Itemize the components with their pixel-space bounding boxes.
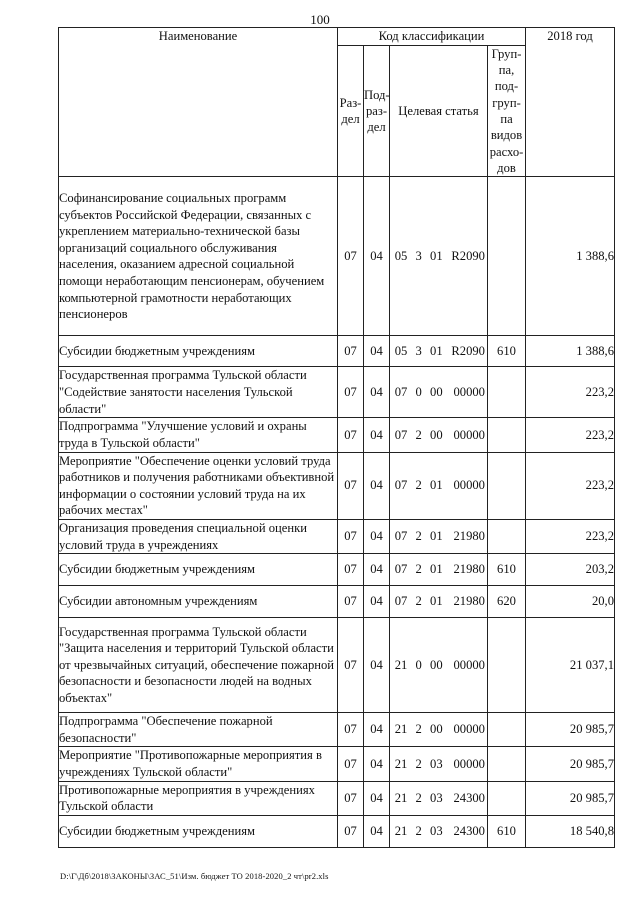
- row-group: [488, 781, 526, 815]
- row-amount: 20,0: [526, 586, 615, 618]
- row-name: Государственная программа Тульской области "Защита населения и территорий Тульской области от чрезвычайных ситуаций, обеспечение пожарной безопасности и безопасности людей на водных объектах": [59, 618, 338, 713]
- footer-file-path: D:\Г\Дб\2018\ЗАКОНЫ\ЗАС_51\Изм. бюджет ТО 2018-2020_2 чт\pr2.xls: [60, 871, 329, 881]
- target-direction: 00000: [453, 756, 485, 771]
- target-subprogram: 2: [415, 722, 422, 737]
- row-podrazdel: 04: [364, 367, 390, 418]
- table-row: [59, 781, 615, 815]
- row-amount: 21 037,1: [526, 618, 615, 713]
- row-group: [488, 418, 526, 452]
- target-event: 01: [430, 249, 443, 264]
- row-amount: 223,2: [526, 452, 615, 519]
- table-row: [59, 177, 615, 336]
- target-direction: 00000: [453, 427, 485, 442]
- row-group: 620: [488, 586, 526, 618]
- target-event: 03: [430, 756, 443, 771]
- row-target: [390, 367, 488, 418]
- row-amount: 223,2: [526, 367, 615, 418]
- target-program: 07: [394, 385, 408, 400]
- table-row: [59, 618, 615, 713]
- target-program: 21: [394, 722, 408, 737]
- row-podrazdel: 04: [364, 452, 390, 519]
- table-row: [59, 519, 615, 553]
- row-razdel: 07: [338, 618, 364, 713]
- row-name: Субсидии бюджетным учреждениям: [59, 336, 338, 367]
- target-event: 01: [430, 344, 443, 359]
- row-amount: 1 388,6: [526, 177, 615, 336]
- header-target: Целевая статья: [390, 45, 488, 177]
- target-direction: 24300: [453, 790, 485, 805]
- target-event: 01: [430, 594, 443, 609]
- header-group: Груп- па, под- груп- па видов расхо- дов: [488, 45, 526, 177]
- target-subprogram: 3: [415, 249, 422, 264]
- target-direction: 00000: [453, 722, 485, 737]
- row-razdel: 07: [338, 747, 364, 781]
- row-name: Мероприятие "Противопожарные мероприятия в учреждениях Тульской области": [59, 747, 338, 781]
- target-program: 05: [394, 344, 408, 359]
- row-podrazdel: 04: [364, 815, 390, 847]
- row-group: [488, 747, 526, 781]
- target-event: 00: [430, 427, 443, 442]
- target-subprogram: 2: [415, 756, 422, 771]
- target-event: 03: [430, 824, 443, 839]
- row-amount: 1 388,6: [526, 336, 615, 367]
- target-subprogram: 0: [415, 657, 422, 672]
- row-razdel: 07: [338, 452, 364, 519]
- header-razdel: Раз- дел: [338, 45, 364, 177]
- row-amount: 223,2: [526, 418, 615, 452]
- target-subprogram: 2: [415, 427, 422, 442]
- row-razdel: 07: [338, 367, 364, 418]
- table-row: [59, 713, 615, 747]
- target-event: 01: [430, 562, 443, 577]
- target-program: 07: [394, 427, 408, 442]
- target-program: 05: [394, 249, 408, 264]
- row-podrazdel: 04: [364, 586, 390, 618]
- header-name: Наименование: [59, 28, 338, 177]
- target-direction: 21980: [453, 529, 485, 544]
- row-podrazdel: 04: [364, 177, 390, 336]
- target-event: 00: [430, 722, 443, 737]
- row-podrazdel: 04: [364, 781, 390, 815]
- header-year: 2018 год: [526, 28, 615, 177]
- target-direction: 24300: [453, 824, 485, 839]
- target-event: 01: [430, 478, 443, 493]
- row-razdel: 07: [338, 519, 364, 553]
- target-event: 01: [430, 529, 443, 544]
- row-target: [390, 452, 488, 519]
- table-row: [59, 815, 615, 847]
- target-subprogram: 3: [415, 344, 422, 359]
- page-number: 100: [310, 12, 330, 27]
- row-razdel: 07: [338, 781, 364, 815]
- row-razdel: 07: [338, 336, 364, 367]
- row-name: Организация проведения специальной оценки условий труда в учреждениях: [59, 519, 338, 553]
- row-name: Подпрограмма "Улучшение условий и охраны труда в Тульской области": [59, 418, 338, 452]
- header-row-top: [59, 28, 615, 46]
- target-program: 21: [394, 790, 408, 805]
- target-program: 21: [394, 657, 408, 672]
- header-podrazdel: Под- раз- дел: [364, 45, 390, 177]
- row-razdel: 07: [338, 554, 364, 586]
- row-name: Софинансирование социальных программ субъектов Российской Федерации, связанных с укреплением материально-технической базы организаций социального обслуживания населения, оказанием адресной социальной помощи неработающим пенсионерам, обучением компьютерной грамотности неработающих пенсионеров: [59, 177, 338, 336]
- target-event: 03: [430, 790, 443, 805]
- row-podrazdel: 04: [364, 713, 390, 747]
- row-target: [390, 815, 488, 847]
- row-amount: 18 540,8: [526, 815, 615, 847]
- target-event: 00: [430, 385, 443, 400]
- row-podrazdel: 04: [364, 747, 390, 781]
- row-razdel: 07: [338, 586, 364, 618]
- target-direction: 00000: [453, 385, 485, 400]
- row-group: [488, 618, 526, 713]
- row-group: [488, 713, 526, 747]
- row-target: [390, 418, 488, 452]
- target-program: 21: [394, 824, 408, 839]
- row-name: Государственная программа Тульской области "Содействие занятости населения Тульской области": [59, 367, 338, 418]
- table-row: [59, 367, 615, 418]
- target-subprogram: 2: [415, 562, 422, 577]
- row-group: [488, 367, 526, 418]
- target-program: 07: [394, 478, 408, 493]
- row-amount: 203,2: [526, 554, 615, 586]
- target-program: 07: [394, 562, 408, 577]
- target-subprogram: 2: [415, 790, 422, 805]
- row-name: Субсидии бюджетным учреждениям: [59, 554, 338, 586]
- header-code-group: Код классификации: [338, 28, 526, 46]
- target-subprogram: 2: [415, 594, 422, 609]
- row-amount: 20 985,7: [526, 781, 615, 815]
- row-target: [390, 747, 488, 781]
- row-target: [390, 336, 488, 367]
- row-name: Подпрограмма "Обеспечение пожарной безопасности": [59, 713, 338, 747]
- row-amount: 20 985,7: [526, 713, 615, 747]
- row-name: Субсидии бюджетным учреждениям: [59, 815, 338, 847]
- row-target: [390, 586, 488, 618]
- row-podrazdel: 04: [364, 418, 390, 452]
- target-direction: 00000: [453, 478, 485, 493]
- row-group: [488, 452, 526, 519]
- row-amount: 223,2: [526, 519, 615, 553]
- target-subprogram: 2: [415, 529, 422, 544]
- row-podrazdel: 04: [364, 554, 390, 586]
- target-direction: 21980: [453, 562, 485, 577]
- target-direction: 00000: [453, 657, 485, 672]
- row-razdel: 07: [338, 177, 364, 336]
- row-razdel: 07: [338, 815, 364, 847]
- row-group: 610: [488, 815, 526, 847]
- row-target: [390, 177, 488, 336]
- target-program: 21: [394, 756, 408, 771]
- target-subprogram: 0: [415, 385, 422, 400]
- row-group: 610: [488, 336, 526, 367]
- row-podrazdel: 04: [364, 336, 390, 367]
- target-subprogram: 2: [415, 824, 422, 839]
- row-group: [488, 177, 526, 336]
- table-row: [59, 418, 615, 452]
- row-razdel: 07: [338, 713, 364, 747]
- table-row: [59, 747, 615, 781]
- target-direction: R2090: [451, 344, 485, 359]
- table-row: [59, 336, 615, 367]
- row-target: [390, 713, 488, 747]
- table-row: [59, 586, 615, 618]
- target-program: 07: [394, 529, 408, 544]
- row-amount: 20 985,7: [526, 747, 615, 781]
- row-name: Противопожарные мероприятия в учреждениях Тульской области: [59, 781, 338, 815]
- row-podrazdel: 04: [364, 618, 390, 713]
- target-program: 07: [394, 594, 408, 609]
- row-target: [390, 519, 488, 553]
- row-target: [390, 781, 488, 815]
- row-group: 610: [488, 554, 526, 586]
- row-name: Мероприятие "Обеспечение оценки условий труда работников и получения работниками объективной информации о состоянии условий труда на их рабочих местах": [59, 452, 338, 519]
- row-razdel: 07: [338, 418, 364, 452]
- row-name: Субсидии автономным учреждениям: [59, 586, 338, 618]
- table-row: [59, 554, 615, 586]
- budget-table: [58, 27, 615, 848]
- row-target: [390, 554, 488, 586]
- target-direction: 21980: [453, 594, 485, 609]
- target-direction: R2090: [451, 249, 485, 264]
- row-group: [488, 519, 526, 553]
- row-podrazdel: 04: [364, 519, 390, 553]
- table-row: [59, 452, 615, 519]
- row-target: [390, 618, 488, 713]
- target-subprogram: 2: [415, 478, 422, 493]
- target-event: 00: [430, 657, 443, 672]
